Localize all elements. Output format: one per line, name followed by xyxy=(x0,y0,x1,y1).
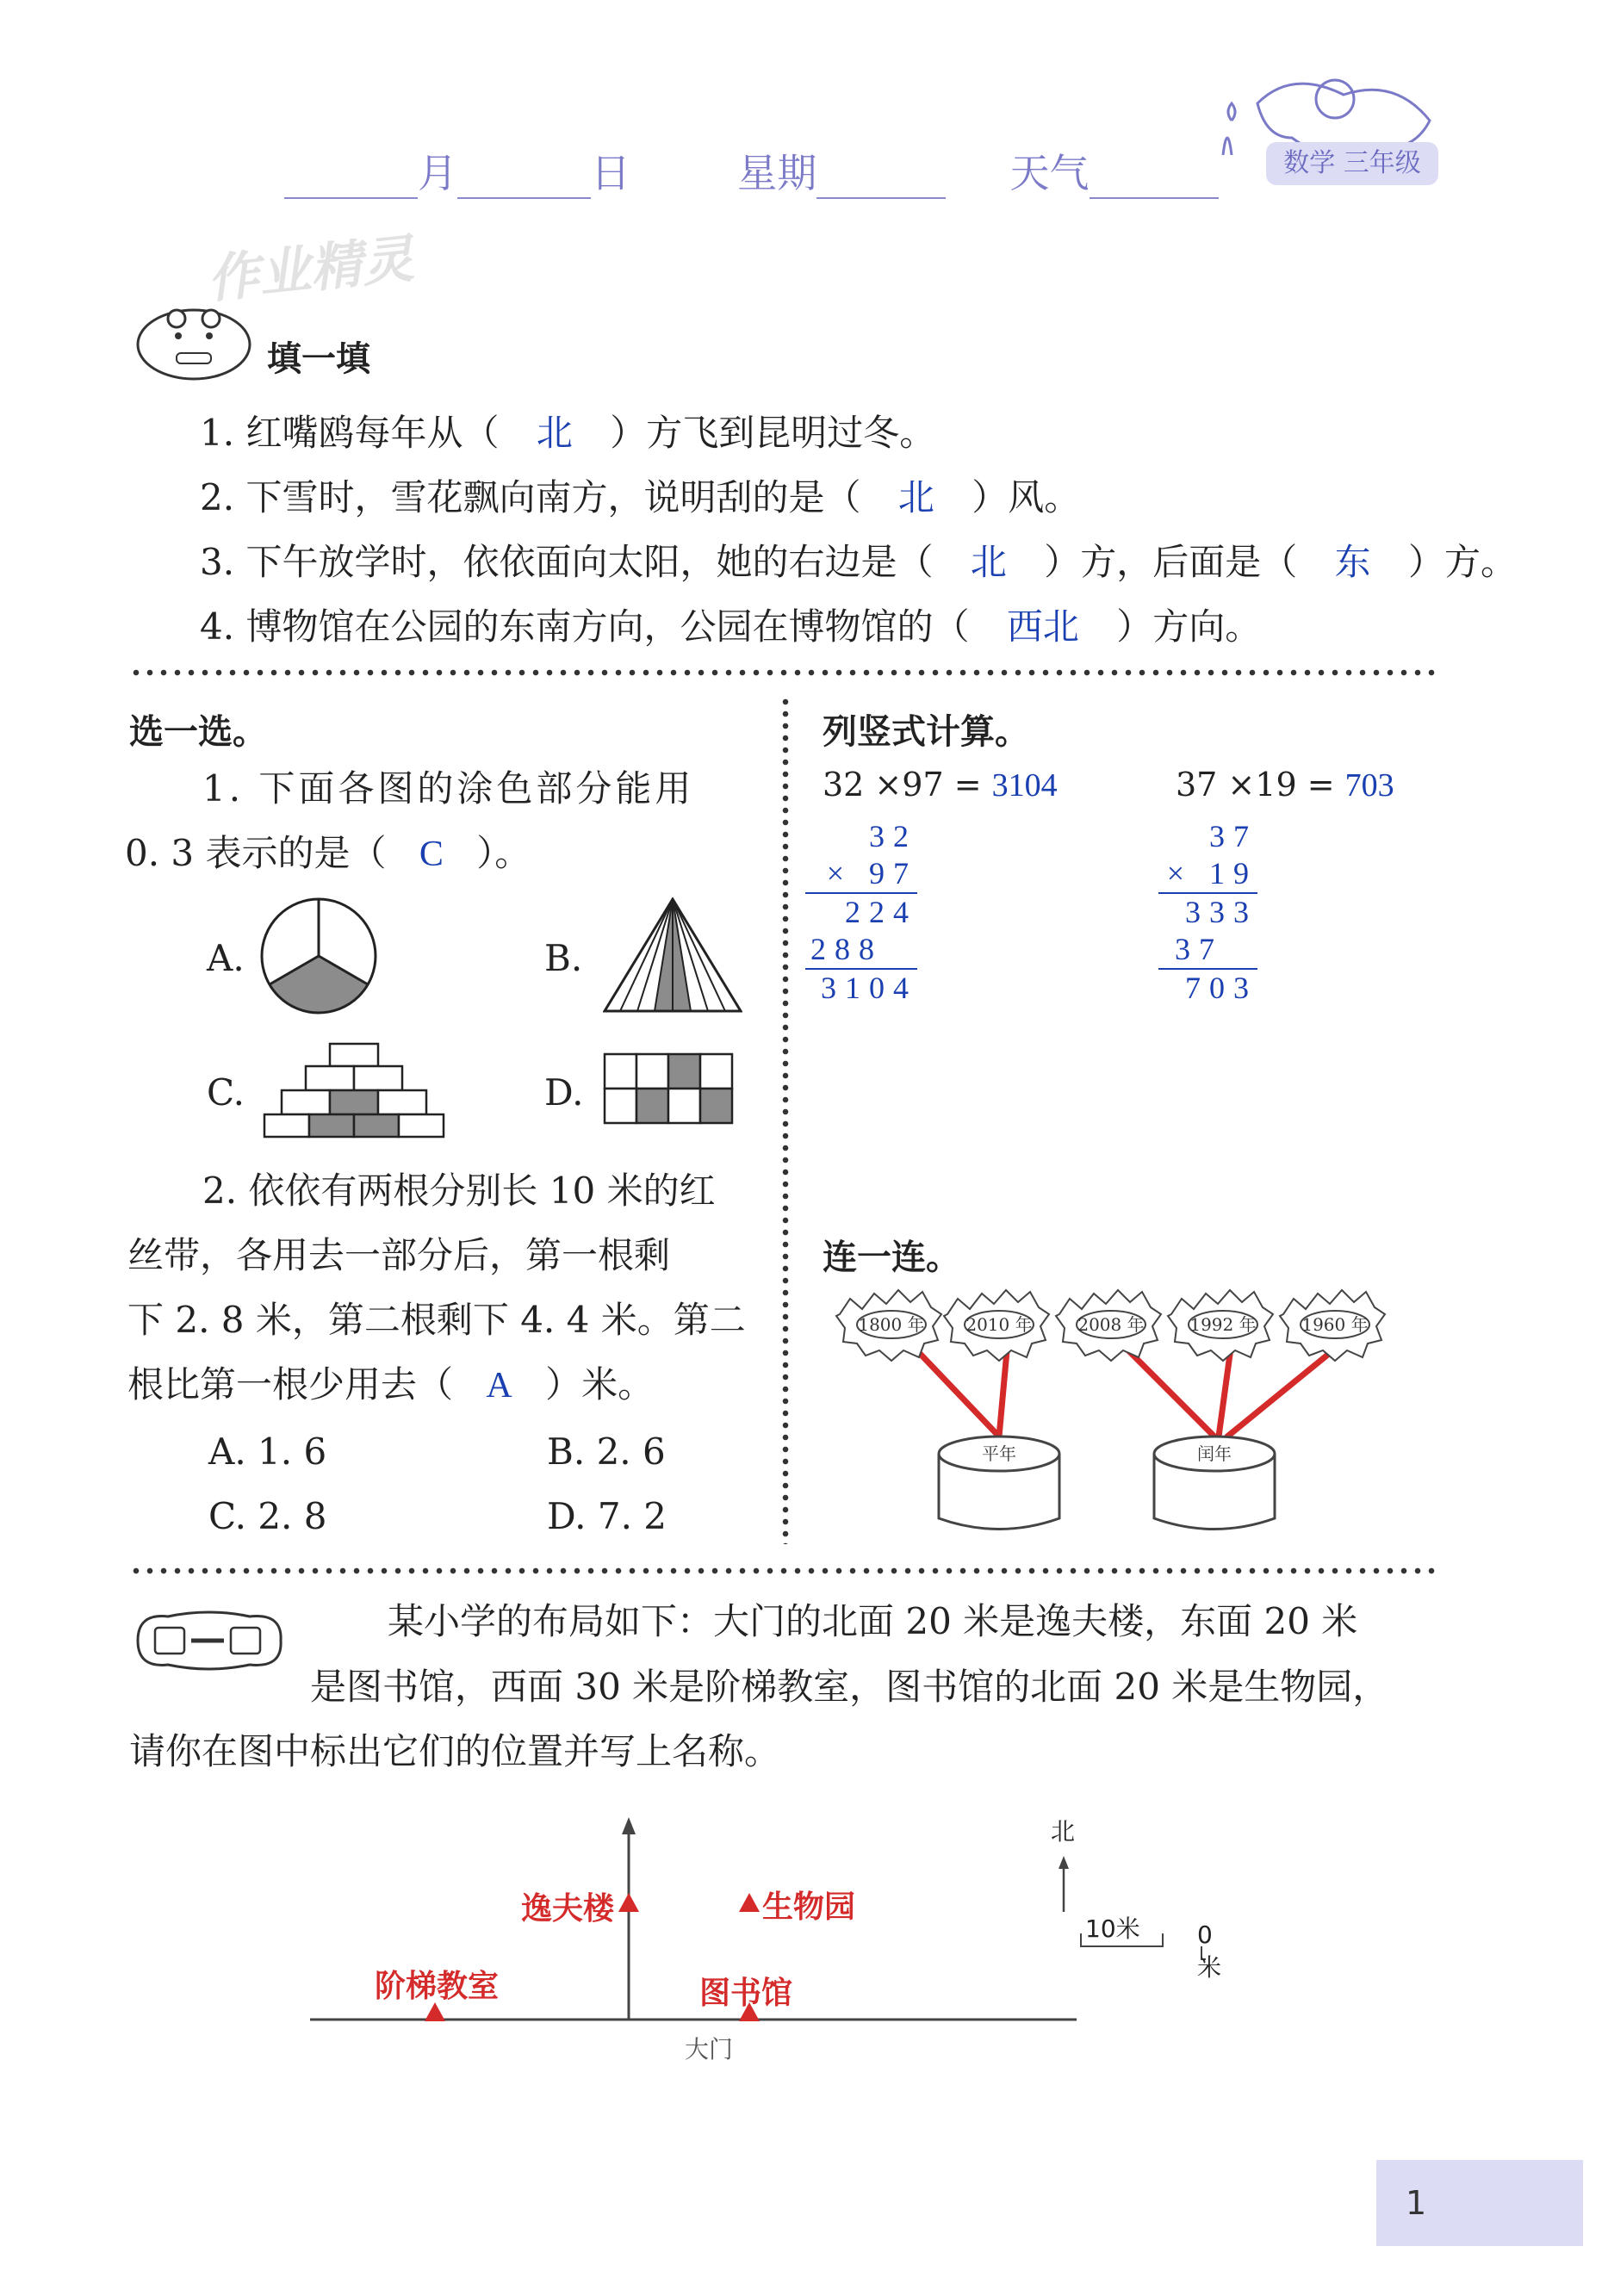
calc-partial-1: 333 xyxy=(1158,892,1257,931)
answer-text: A xyxy=(486,1366,512,1406)
option-d-label: D. xyxy=(544,1071,584,1114)
draw-text-line1: 某小学的布局如下：大门的北面 20 米是逸夫楼，东面 20 米 xyxy=(388,1600,1358,1642)
answer-text: 北 xyxy=(536,414,573,454)
zero-label: 0米 xyxy=(1197,1921,1222,1982)
yifu-marker xyxy=(618,1893,639,1912)
vertical-calc-2 xyxy=(1158,818,1257,1007)
school-map xyxy=(301,1800,1222,2063)
shengwu-marker xyxy=(739,1893,760,1912)
q-number: 3. xyxy=(200,541,235,583)
calc-result: 703 xyxy=(1158,968,1257,1007)
calc-result: 3104 xyxy=(805,968,917,1007)
section-title-vertical: 列竖式计算。 xyxy=(823,712,1029,752)
section-title-choose: 选一选。 xyxy=(129,712,267,752)
jieti-label: 阶梯教室 xyxy=(375,1969,500,2004)
day-label: 日 xyxy=(591,150,630,196)
gate-label: 大门 xyxy=(685,2035,734,2063)
option-c-label: C. xyxy=(207,1071,245,1114)
q-text: ）方向。 xyxy=(1116,605,1262,648)
option-b-triangle-figure xyxy=(603,897,742,1015)
runnian-label: 闰年 xyxy=(1197,1443,1232,1464)
draw-text-line3: 请你在图中标出它们的位置并写上名称。 xyxy=(129,1730,781,1772)
answer-text: 西北 xyxy=(1006,608,1079,648)
q-text: ）米。 xyxy=(545,1363,655,1406)
choose-q2-line1: 2. 依依有两根分别长 10 米的红 xyxy=(202,1170,716,1212)
hippo-icon xyxy=(125,293,263,388)
month-blank[interactable] xyxy=(284,163,418,199)
year-label-5: 1960 年 xyxy=(1301,1314,1369,1335)
year-label-3: 2008 年 xyxy=(1077,1314,1145,1335)
option-c-brick-figure xyxy=(263,1042,445,1139)
option-a-pie-figure xyxy=(258,896,379,1016)
q-number: 1. xyxy=(200,412,235,454)
equation-1 xyxy=(823,768,1058,802)
q-text: 根比第一根少用去（ xyxy=(127,1363,454,1406)
calc-partial-1: 224 xyxy=(805,892,917,931)
year-label-1: 1800 年 xyxy=(858,1314,925,1335)
date-header xyxy=(284,142,1219,199)
q-text: 0. 3 表示的是（ xyxy=(125,832,387,874)
q-text: 下雪时，雪花飘向南方，说明刮的是（ xyxy=(245,476,861,518)
draw-text-line2: 是图书馆，西面 30 米是阶梯教室，图书馆的北面 20 米是生物园， xyxy=(310,1666,1389,1708)
q-text: ）方，后面是（ xyxy=(1044,541,1298,583)
year-label-2: 2010 年 xyxy=(965,1314,1033,1335)
north-label: 北 xyxy=(1051,1817,1076,1846)
section-title-connect: 连一连。 xyxy=(823,1238,960,1277)
answer-text: 北 xyxy=(970,543,1007,583)
grade-badge: 数学 三年级 xyxy=(1266,142,1438,185)
calc-top: 32 xyxy=(869,819,917,853)
q-number: 4. xyxy=(200,605,235,648)
calc-top: 37 xyxy=(1209,819,1257,853)
choose-q2-option-c: C. 2. 8 xyxy=(208,1495,327,1537)
divider-2 xyxy=(129,1566,1438,1576)
watermark-text: 作业精灵 xyxy=(204,228,417,311)
q-text: 下午放学时，依依面向太阳，她的右边是（ xyxy=(245,541,934,583)
shengwu-label: 生物园 xyxy=(762,1890,856,1925)
day-blank[interactable] xyxy=(457,163,591,199)
weather-label: 天气 xyxy=(1009,150,1090,196)
yifu-label: 逸夫楼 xyxy=(521,1891,615,1927)
answer-text: 北 xyxy=(897,479,934,518)
fill-question-1 xyxy=(200,412,936,454)
answer-text: C xyxy=(419,835,444,874)
fill-question-3 xyxy=(200,541,1517,583)
section-title-fill: 填一填 xyxy=(267,339,370,379)
column-divider xyxy=(782,696,789,1544)
answer-text: 703 xyxy=(1344,767,1394,804)
scale-label: 10米 xyxy=(1085,1914,1140,1943)
q-text: ）方飞到昆明过冬。 xyxy=(610,412,936,454)
q-text: ）。 xyxy=(476,832,531,874)
calc-partial-2: 288 xyxy=(810,932,883,966)
q-number: 2. xyxy=(200,476,235,518)
connect-figure xyxy=(827,1281,1438,1544)
fill-question-2 xyxy=(200,476,1081,518)
choose-q2-option-a: A. 1. 6 xyxy=(208,1430,327,1473)
choose-q2-option-d: D. 7. 2 xyxy=(547,1495,667,1537)
q-text: ）风。 xyxy=(972,476,1081,518)
equation-text: 37 ×19 = xyxy=(1176,766,1335,804)
choose-q2-line4 xyxy=(127,1363,655,1406)
vertical-calc-1 xyxy=(805,818,917,1007)
option-b-label: B. xyxy=(544,937,583,979)
equation-text: 32 ×97 = xyxy=(823,766,982,804)
answer-text: 3104 xyxy=(991,767,1058,804)
choose-q1-line2 xyxy=(125,832,531,874)
draw-badge-icon xyxy=(129,1606,289,1675)
answer-text: 东 xyxy=(1334,543,1371,583)
choose-q2-option-b: B. 2. 6 xyxy=(547,1430,666,1473)
calc-multiplier: × 97 xyxy=(826,856,917,890)
option-a-label: A. xyxy=(207,937,245,979)
option-d-grid-figure xyxy=(603,1052,736,1125)
pingnian-label: 平年 xyxy=(982,1443,1016,1464)
choose-q2-line2: 丝带，各用去一部分后，第一根剩 xyxy=(127,1234,671,1276)
divider-1 xyxy=(129,667,1438,678)
q-text: 博物馆在公园的东南方向，公园在博物馆的（ xyxy=(245,605,970,648)
choose-q1-line1: 1. 下面各图的涂色部分能用 xyxy=(202,767,695,810)
tushu-label: 图书馆 xyxy=(699,1976,793,2011)
fill-question-4 xyxy=(200,605,1262,648)
year-label-4: 1992 年 xyxy=(1189,1314,1257,1335)
q-text: ）方。 xyxy=(1407,541,1517,583)
weekday-label: 星期 xyxy=(737,150,817,196)
calc-partial-2: 37 xyxy=(1175,932,1223,966)
q-text: 红嘴鸥每年从（ xyxy=(245,412,500,454)
equation-2 xyxy=(1176,768,1394,802)
weekday-blank[interactable] xyxy=(816,163,946,199)
month-label: 月 xyxy=(418,150,457,196)
calc-multiplier: × 19 xyxy=(1166,856,1257,890)
page-number: 1 xyxy=(1376,2160,1583,2246)
choose-q2-line3: 下 2. 8 米，第二根剩下 4. 4 米。第二 xyxy=(127,1299,746,1341)
